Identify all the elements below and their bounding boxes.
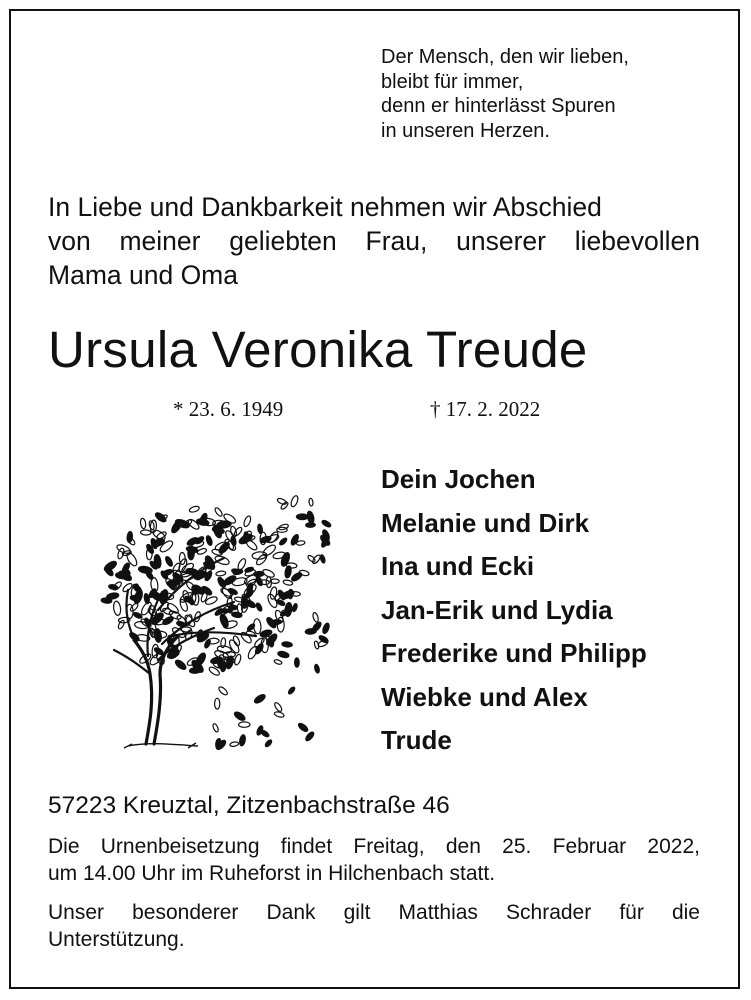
thanks-word: für bbox=[619, 901, 644, 924]
poem-verse bbox=[381, 45, 629, 143]
thanks-word: gilt bbox=[343, 901, 371, 924]
burial-word: den bbox=[445, 835, 481, 858]
poem-line: bleibt für immer, bbox=[381, 70, 524, 93]
family-address: 57223 Kreuztal, Zitzenbachstraße 46 bbox=[48, 792, 450, 819]
burial-word: Freitag, bbox=[353, 835, 425, 858]
intro-word: unserer bbox=[456, 226, 546, 256]
windblown-tree-icon bbox=[88, 460, 338, 760]
deceased-name: Ursula Veronika Treude bbox=[48, 321, 588, 378]
intro-word: liebevollen bbox=[574, 226, 700, 256]
thanks-word: Unser bbox=[48, 901, 105, 924]
thanks-word: Dank bbox=[266, 901, 316, 924]
thanks-notice bbox=[48, 900, 700, 953]
burial-word: Februar bbox=[552, 835, 627, 858]
tree-ground bbox=[124, 743, 198, 748]
burial-word: Die bbox=[48, 835, 80, 858]
burial-line-1 bbox=[48, 834, 700, 861]
intro-line-1: In Liebe und Dankbarkeit nehmen wir Abschied bbox=[48, 192, 602, 222]
intro-word: geliebten bbox=[229, 226, 337, 256]
poem-line: in unseren Herzen. bbox=[381, 119, 550, 142]
burial-line-2: um 14.00 Uhr im Ruheforst in Hilchenbach statt. bbox=[48, 861, 496, 885]
family-member: Frederike und Philipp bbox=[381, 638, 647, 668]
thanks-word: Schrader bbox=[506, 901, 592, 924]
thanks-word: Matthias bbox=[398, 901, 478, 924]
burial-word: 2022, bbox=[647, 835, 700, 858]
poem-line: denn er hinterlässt Spuren bbox=[381, 95, 616, 117]
family-member: Jan-Erik und Lydia bbox=[381, 594, 613, 625]
family-member: Melanie und Dirk bbox=[381, 507, 590, 538]
intro-word: meiner bbox=[119, 226, 201, 256]
intro-word: Frau, bbox=[365, 226, 428, 256]
thanks-line-1 bbox=[48, 900, 700, 927]
intro-line-3: Mama und Oma bbox=[48, 260, 238, 290]
poem-line: Der Mensch, den wir lieben, bbox=[381, 46, 629, 68]
thanks-line-2: Unterstützung. bbox=[48, 927, 185, 951]
death-date: † 17. 2. 2022 bbox=[430, 397, 541, 421]
family-member: Dein Jochen bbox=[381, 464, 536, 494]
family-member: Ina und Ecki bbox=[381, 551, 535, 581]
farewell-intro bbox=[48, 190, 700, 292]
tree-leaves bbox=[101, 495, 332, 751]
intro-line-2 bbox=[48, 224, 700, 258]
burial-word: 25. bbox=[502, 835, 532, 858]
family-signatories bbox=[381, 458, 647, 763]
thanks-word: besonderer bbox=[132, 901, 239, 924]
burial-word: findet bbox=[280, 835, 333, 858]
thanks-word: die bbox=[671, 901, 700, 924]
intro-word: von bbox=[48, 226, 91, 256]
birth-date: * 23. 6. 1949 bbox=[173, 397, 284, 421]
family-member: Wiebke und Alex bbox=[381, 681, 588, 712]
family-member: Trude bbox=[381, 725, 452, 755]
burial-notice bbox=[48, 834, 700, 887]
burial-word: Urnenbeisetzung bbox=[100, 835, 260, 858]
